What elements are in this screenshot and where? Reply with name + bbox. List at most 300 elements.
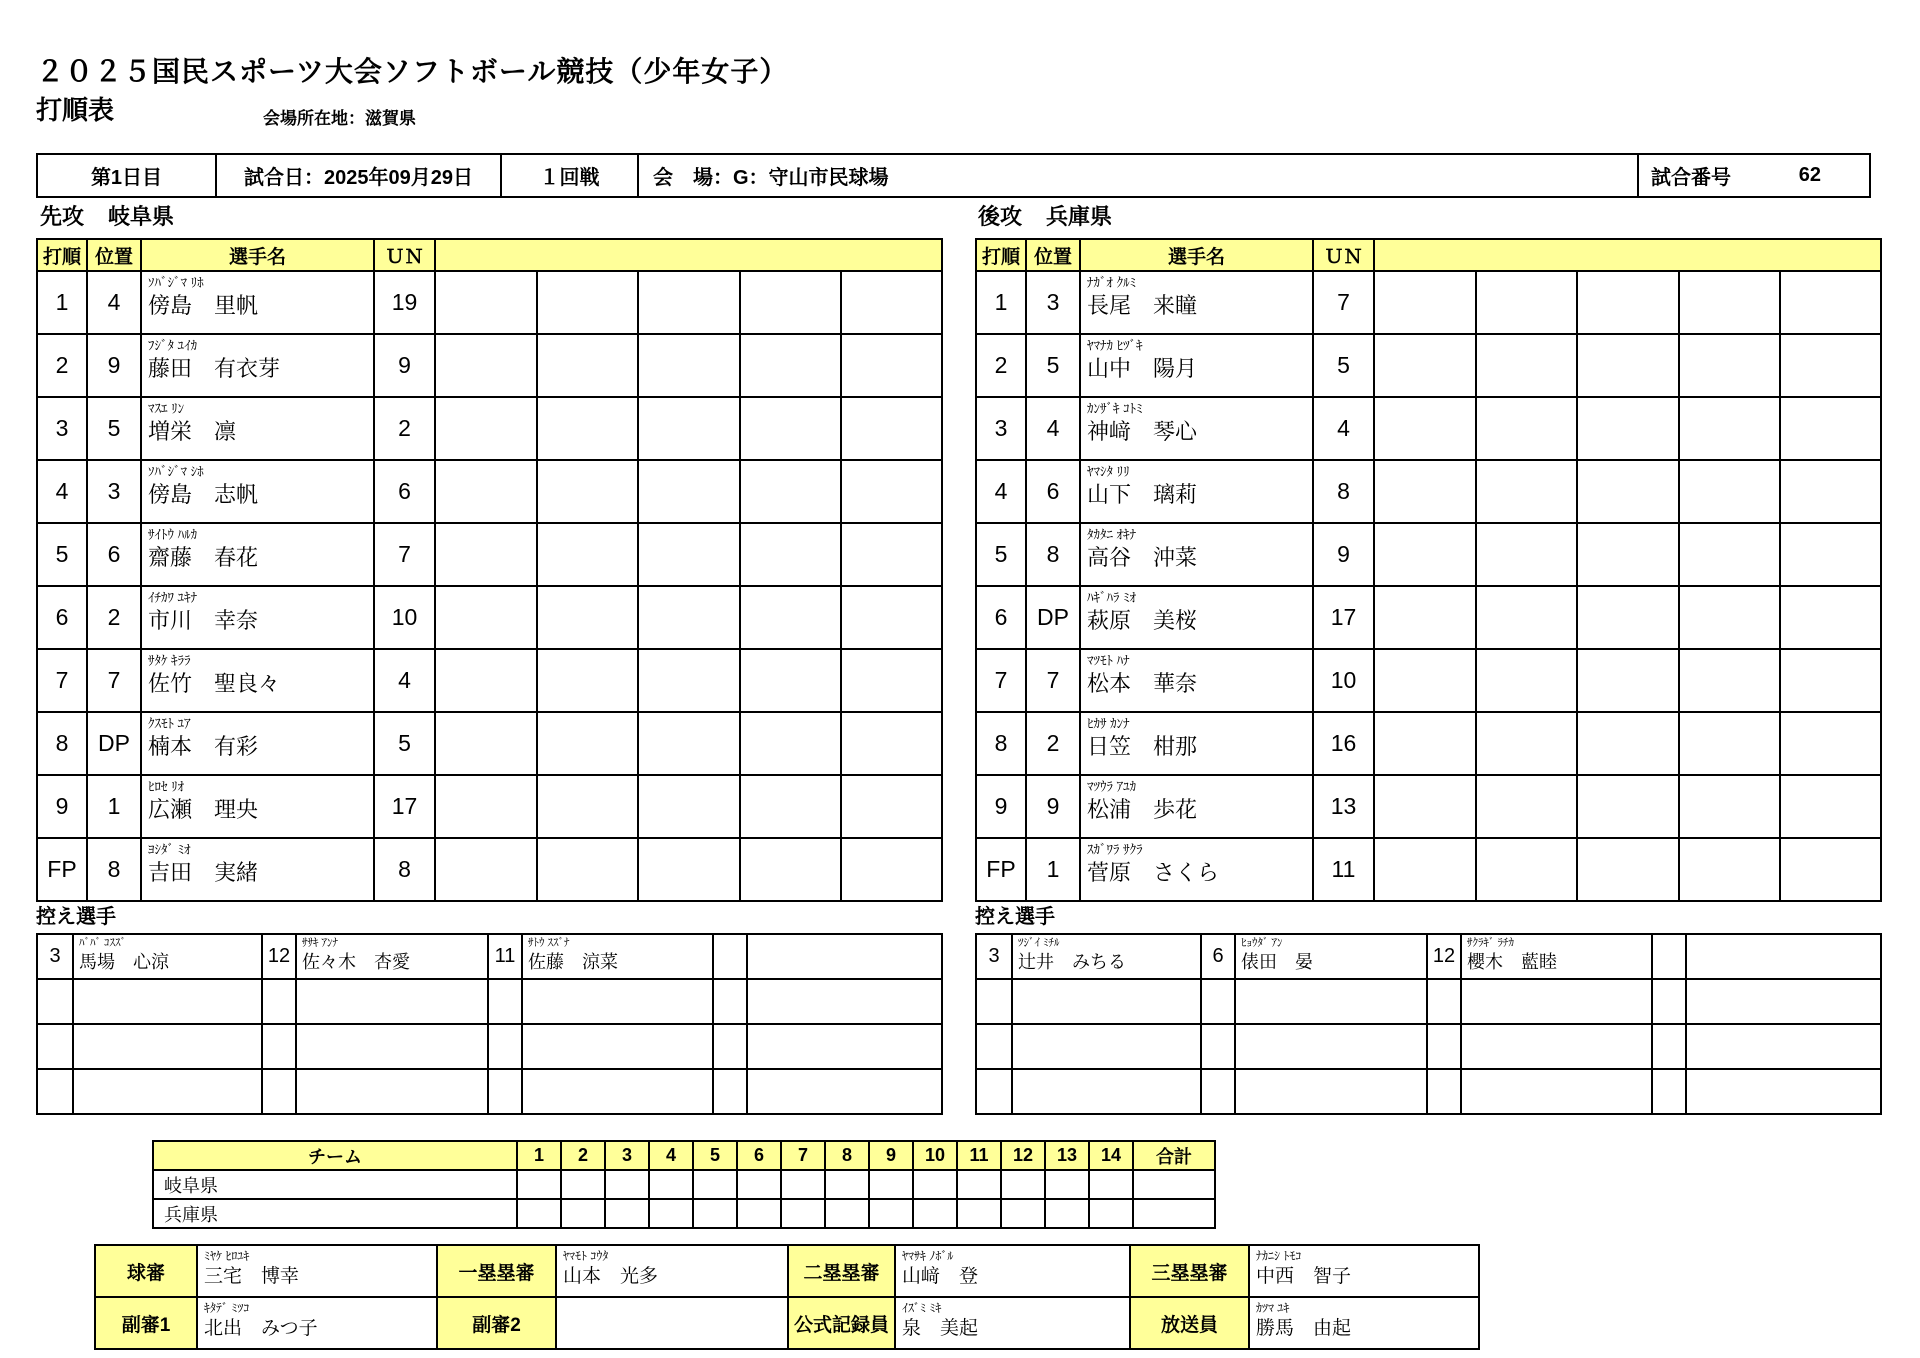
player-name: 神﨑 琴心 [1087, 419, 1198, 444]
position-cell: DP [1026, 586, 1080, 649]
lineup-row [976, 649, 1881, 712]
player-name-cell [1080, 586, 1313, 649]
side-label: 先攻 [40, 204, 85, 229]
position-cell: DP [87, 712, 141, 775]
empty-cell [435, 712, 537, 775]
col-total: 合計 [1133, 1141, 1215, 1170]
empty-cell [537, 334, 638, 397]
player-kana: ﾅｶﾞｵ ｸﾙﾐ [1087, 275, 1137, 290]
empty-cell [638, 397, 740, 460]
empty-cell [1374, 397, 1476, 460]
bench-label-gifu: 控え選手 [36, 906, 116, 928]
empty-cell [1577, 586, 1679, 649]
lineup-row [976, 334, 1881, 397]
player-kana: ﾖｼﾀﾞ ﾐｵ [148, 842, 191, 857]
official-name: 山﨑 登 [902, 1266, 979, 1287]
empty-cell [1374, 712, 1476, 775]
empty-cell [488, 979, 522, 1024]
bench-player-cell [296, 934, 488, 979]
col-inning: 2 [561, 1141, 605, 1170]
position-cell: 8 [1026, 523, 1080, 586]
team-name: 兵庫県 [1046, 204, 1113, 229]
page-title: ２０２５国民スポーツ大会ソフトボール競技（少年女子） [36, 56, 789, 87]
empty-cell [537, 838, 638, 901]
empty-cell [73, 1024, 262, 1069]
header-blank [435, 239, 942, 271]
empty-cell [537, 271, 638, 334]
lineup-row [976, 271, 1881, 334]
col-inning: 1 [517, 1141, 561, 1170]
lineup-table-gifu [36, 238, 943, 902]
player-name-cell [141, 523, 374, 586]
empty-cell [1577, 838, 1679, 901]
lineup-row [37, 334, 942, 397]
player-name-cell [141, 838, 374, 901]
player-kana: ｸｽﾓﾄ ﾕｱ [148, 716, 191, 731]
player-name: 藤田 有衣芽 [148, 356, 281, 381]
score-cell [913, 1170, 957, 1199]
empty-cell [1577, 523, 1679, 586]
score-cell [517, 1170, 561, 1199]
official-role-assistant-umpire-2: 副審2 [437, 1297, 556, 1349]
empty-cell [841, 271, 942, 334]
batting-order-cell: 3 [976, 397, 1026, 460]
empty-cell [1374, 838, 1476, 901]
lineup-row [976, 712, 1881, 775]
player-name: 齋藤 春花 [148, 545, 259, 570]
batting-order-cell: 8 [976, 712, 1026, 775]
empty-cell [747, 1024, 942, 1069]
empty-cell [537, 460, 638, 523]
official-name-cell [895, 1245, 1130, 1297]
official-role-first-base-umpire: 一塁塁審 [437, 1245, 556, 1297]
player-kana: ﾋｮｳﾀﾞ ｱﾝ [1241, 937, 1283, 949]
empty-cell [713, 1024, 747, 1069]
lineup-row [37, 523, 942, 586]
position-cell: 4 [1026, 397, 1080, 460]
empty-cell [537, 649, 638, 712]
empty-cell [1780, 523, 1881, 586]
bench-player-cell [522, 934, 713, 979]
score-team-name: 岐阜県 [153, 1170, 517, 1199]
game-info-bar [36, 153, 1871, 198]
col-player-name: 選手名 [141, 239, 374, 271]
player-kana: ｻﾀｹ ｷﾗﾗ [148, 653, 191, 668]
position-cell: 3 [87, 460, 141, 523]
player-name: 楠本 有彩 [148, 734, 259, 759]
lineup-row [976, 523, 1881, 586]
empty-cell [638, 334, 740, 397]
empty-cell [841, 460, 942, 523]
empty-cell [73, 1069, 262, 1114]
bench-player-cell [1235, 934, 1427, 979]
uniform-number-cell: 6 [374, 460, 435, 523]
empty-cell [841, 712, 942, 775]
empty-cell [841, 838, 942, 901]
official-role-assistant-umpire-1: 副審1 [95, 1297, 197, 1349]
player-name-cell [141, 775, 374, 838]
official-name: 北出 みつ子 [204, 1318, 318, 1339]
uniform-number-cell: 10 [374, 586, 435, 649]
score-cell [561, 1199, 605, 1228]
empty-cell [740, 586, 841, 649]
score-cell [517, 1199, 561, 1228]
uniform-number-cell: 4 [374, 649, 435, 712]
empty-cell [1780, 271, 1881, 334]
score-cell [737, 1199, 781, 1228]
empty-cell [1374, 775, 1476, 838]
official-role-official-scorer: 公式記録員 [788, 1297, 895, 1349]
bench-table-hyogo [975, 933, 1882, 1115]
empty-cell [1476, 271, 1577, 334]
empty-cell [262, 1024, 296, 1069]
batting-order-cell: 4 [37, 460, 87, 523]
position-cell: 2 [1026, 712, 1080, 775]
empty-cell [435, 271, 537, 334]
batting-order-cell: 1 [37, 271, 87, 334]
score-cell [605, 1199, 649, 1228]
player-name: 佐藤 涼菜 [528, 952, 618, 972]
player-name-cell [1080, 838, 1313, 901]
empty-cell [1476, 649, 1577, 712]
player-kana: ﾋｶｻ ｶﾝﾅ [1087, 716, 1130, 731]
official-role-second-base-umpire: 二塁塁審 [788, 1245, 895, 1297]
empty-cell [740, 460, 841, 523]
empty-cell [841, 775, 942, 838]
lineup-table-hyogo [975, 238, 1882, 902]
bench-player-cell [73, 934, 262, 979]
official-name-cell [1249, 1297, 1479, 1349]
player-kana: ｻﾄｳ ｽｽﾞﾅ [528, 937, 570, 949]
player-kana: ﾋﾛｾ ﾘｵ [148, 779, 185, 794]
player-name: 高谷 沖菜 [1087, 545, 1198, 570]
empty-cell [747, 1069, 942, 1114]
game-number-cell [1638, 154, 1870, 197]
game-round: １回戦 [501, 154, 638, 197]
bench-table-gifu [36, 933, 943, 1115]
col-team: チーム [153, 1141, 517, 1170]
bench-uniform-number: 3 [37, 934, 73, 979]
lineup-row [976, 586, 1881, 649]
empty-cell [1577, 271, 1679, 334]
header-blank [1374, 239, 1881, 271]
official-name-cell [895, 1297, 1130, 1349]
lineup-header-row [976, 239, 1881, 271]
batting-order-cell: 2 [37, 334, 87, 397]
bench-row [976, 1024, 1881, 1069]
player-kana: ﾊﾞﾊﾞ ｺｽｽﾞ [79, 937, 127, 949]
score-cell [1045, 1170, 1089, 1199]
empty-cell [1679, 271, 1780, 334]
col-inning: 8 [825, 1141, 869, 1170]
score-cell [737, 1170, 781, 1199]
empty-cell [435, 838, 537, 901]
empty-cell [1652, 934, 1686, 979]
lineup-row [976, 460, 1881, 523]
empty-cell [1201, 1069, 1235, 1114]
empty-cell [1374, 460, 1476, 523]
empty-cell [1679, 775, 1780, 838]
empty-cell [1652, 1069, 1686, 1114]
empty-cell [638, 838, 740, 901]
empty-cell [740, 397, 841, 460]
uniform-number-cell: 16 [1313, 712, 1374, 775]
score-cell [825, 1170, 869, 1199]
empty-cell [740, 649, 841, 712]
team-name: 岐阜県 [108, 204, 175, 229]
venue-location: 会場所在地：滋賀県 [263, 109, 416, 128]
empty-cell [747, 934, 942, 979]
lineup-row [37, 586, 942, 649]
lineup-row [37, 838, 942, 901]
bench-uniform-number: 3 [976, 934, 1012, 979]
uniform-number-cell: 10 [1313, 649, 1374, 712]
player-name-cell [1080, 523, 1313, 586]
player-kana: ﾀｶﾀﾆ ｵｷﾅ [1087, 527, 1137, 542]
team-title-first-attack [40, 200, 174, 231]
empty-cell [296, 979, 488, 1024]
empty-cell [841, 334, 942, 397]
bench-label-hyogo: 控え選手 [975, 906, 1055, 928]
official-kana: ｶﾂﾏ ﾕｷ [1256, 1301, 1290, 1315]
official-kana: ﾐﾔｹ ﾋﾛﾕｷ [204, 1249, 250, 1263]
player-kana: ｿﾊﾞｼﾞﾏ ﾘﾎ [148, 275, 204, 290]
empty-cell [740, 775, 841, 838]
empty-cell [1476, 460, 1577, 523]
bench-uniform-number: 6 [1201, 934, 1235, 979]
side-label: 後攻 [978, 204, 1023, 229]
official-name-cell [556, 1245, 788, 1297]
col-player-name: 選手名 [1080, 239, 1313, 271]
empty-cell [1374, 334, 1476, 397]
empty-cell [522, 1024, 713, 1069]
position-cell: 9 [87, 334, 141, 397]
col-uniform-number: ＵＮ [374, 239, 435, 271]
uniform-number-cell: 11 [1313, 838, 1374, 901]
empty-cell [713, 1069, 747, 1114]
empty-cell [1012, 1069, 1201, 1114]
score-cell [1089, 1199, 1133, 1228]
batting-order-cell: FP [976, 838, 1026, 901]
empty-cell [1780, 649, 1881, 712]
official-kana: ﾔﾏｻｷ ﾉﾎﾞﾙ [902, 1249, 954, 1263]
empty-cell [435, 649, 537, 712]
bench-row [37, 934, 942, 979]
empty-cell [638, 586, 740, 649]
empty-cell [1476, 397, 1577, 460]
uniform-number-cell: 8 [1313, 460, 1374, 523]
col-inning: 11 [957, 1141, 1001, 1170]
empty-cell [435, 460, 537, 523]
player-kana: ﾏﾂﾓﾄ ﾊﾅ [1087, 653, 1130, 668]
uniform-number-cell: 17 [1313, 586, 1374, 649]
empty-cell [262, 979, 296, 1024]
empty-cell [262, 1069, 296, 1114]
empty-cell [1201, 979, 1235, 1024]
uniform-number-cell: 8 [374, 838, 435, 901]
official-role-plate-umpire: 球審 [95, 1245, 197, 1297]
bench-row [37, 1024, 942, 1069]
empty-cell [1461, 979, 1652, 1024]
position-cell: 6 [87, 523, 141, 586]
empty-cell [537, 775, 638, 838]
empty-cell [1476, 775, 1577, 838]
official-name: 中西 智子 [1256, 1266, 1352, 1287]
empty-cell [740, 523, 841, 586]
uniform-number-cell: 5 [374, 712, 435, 775]
game-day: 第1日目 [37, 154, 216, 197]
empty-cell [638, 460, 740, 523]
empty-cell [1476, 523, 1577, 586]
player-kana: ﾔﾏﾅｶ ﾋﾂﾞｷ [1087, 338, 1143, 353]
lineup-header-row [37, 239, 942, 271]
empty-cell [1679, 712, 1780, 775]
official-name: 勝馬 由起 [1256, 1318, 1352, 1339]
empty-cell [1780, 838, 1881, 901]
empty-cell [537, 523, 638, 586]
empty-cell [1577, 649, 1679, 712]
empty-cell [1652, 979, 1686, 1024]
uniform-number-cell: 19 [374, 271, 435, 334]
officials-row [95, 1297, 1479, 1349]
batting-order-cell: 9 [976, 775, 1026, 838]
position-cell: 5 [87, 397, 141, 460]
empty-cell [1235, 1024, 1427, 1069]
uniform-number-cell: 5 [1313, 334, 1374, 397]
empty-cell [537, 397, 638, 460]
empty-cell [1577, 460, 1679, 523]
player-kana: ｻｸﾗｷﾞ ﾗﾁｶ [1467, 937, 1515, 949]
official-name: 泉 美起 [902, 1318, 979, 1339]
col-uniform-number: ＵＮ [1313, 239, 1374, 271]
empty-cell [73, 979, 262, 1024]
player-name-cell [141, 712, 374, 775]
uniform-number-cell: 7 [374, 523, 435, 586]
score-cell [561, 1170, 605, 1199]
empty-cell [1374, 649, 1476, 712]
empty-cell [1427, 1024, 1461, 1069]
game-number-label: 試合番号 [1651, 167, 1731, 189]
official-name: 三宅 博幸 [204, 1266, 300, 1287]
player-name: 松本 華奈 [1087, 671, 1198, 696]
position-cell: 8 [87, 838, 141, 901]
col-batting-order: 打順 [976, 239, 1026, 271]
empty-cell [1780, 460, 1881, 523]
score-table [152, 1140, 1216, 1229]
position-cell: 7 [1026, 649, 1080, 712]
col-inning: 10 [913, 1141, 957, 1170]
empty-cell [1679, 334, 1780, 397]
score-cell [1001, 1199, 1045, 1228]
player-name: 吉田 実緒 [148, 860, 259, 885]
player-name-cell [1080, 712, 1313, 775]
player-name: 松浦 歩花 [1087, 797, 1198, 822]
player-name: 馬場 心涼 [79, 952, 169, 972]
player-name-cell [141, 649, 374, 712]
empty-cell [841, 523, 942, 586]
player-kana: ﾊｷﾞﾊﾗ ﾐｵ [1087, 590, 1137, 605]
player-name-cell [141, 397, 374, 460]
empty-cell [522, 979, 713, 1024]
batting-order-cell: FP [37, 838, 87, 901]
empty-cell [435, 775, 537, 838]
score-cell [1045, 1199, 1089, 1228]
score-total-cell [1133, 1170, 1215, 1199]
player-name: 櫻木 藍睦 [1467, 952, 1557, 972]
empty-cell [1476, 586, 1577, 649]
position-cell: 3 [1026, 271, 1080, 334]
score-cell [869, 1199, 913, 1228]
bench-player-cell [1012, 934, 1201, 979]
player-kana: ｶﾝｻﾞｷ ｺﾄﾐ [1087, 401, 1143, 416]
empty-cell [1374, 271, 1476, 334]
lineup-row [37, 460, 942, 523]
player-kana: ﾏﾂｳﾗ ｱﾕｶ [1087, 779, 1137, 794]
score-cell [693, 1170, 737, 1199]
batting-order-cell: 7 [976, 649, 1026, 712]
bench-row [976, 1069, 1881, 1114]
lineup-row [976, 775, 1881, 838]
empty-cell [638, 775, 740, 838]
player-kana: ﾂｼﾞｲ ﾐﾁﾙ [1018, 937, 1060, 949]
empty-cell [435, 397, 537, 460]
player-name: 広瀬 理央 [148, 797, 259, 822]
player-name: 萩原 美桜 [1087, 608, 1198, 633]
empty-cell [1476, 838, 1577, 901]
score-cell [913, 1199, 957, 1228]
empty-cell [713, 979, 747, 1024]
batting-order-cell: 1 [976, 271, 1026, 334]
batting-order-cell: 7 [37, 649, 87, 712]
batting-order-cell: 9 [37, 775, 87, 838]
score-cell [1089, 1170, 1133, 1199]
empty-cell [296, 1069, 488, 1114]
player-name: 佐々木 杏愛 [302, 952, 410, 972]
player-name-cell [1080, 775, 1313, 838]
empty-cell [435, 586, 537, 649]
batting-order-cell: 8 [37, 712, 87, 775]
empty-cell [1374, 586, 1476, 649]
game-venue: 会 場：G：守山市民球場 [638, 154, 1638, 197]
player-name-cell [1080, 397, 1313, 460]
score-row-gifu [153, 1170, 1215, 1199]
empty-cell [37, 1069, 73, 1114]
official-name-cell [197, 1245, 437, 1297]
official-kana: ﾅｶﾆｼ ﾄﾓｺ [1256, 1249, 1302, 1263]
score-row-hyogo [153, 1199, 1215, 1228]
player-name: 俵田 晏 [1241, 952, 1313, 972]
empty-cell [37, 979, 73, 1024]
score-cell [957, 1199, 1001, 1228]
bench-uniform-number: 12 [1427, 934, 1461, 979]
empty-cell [740, 712, 841, 775]
empty-cell [488, 1069, 522, 1114]
empty-cell [1577, 397, 1679, 460]
empty-cell [841, 586, 942, 649]
position-cell: 6 [1026, 460, 1080, 523]
player-kana: ｻｻｷ ｱﾝﾅ [302, 937, 339, 949]
empty-cell [638, 523, 740, 586]
score-cell [649, 1199, 693, 1228]
game-number-value: 62 [1798, 164, 1821, 186]
col-inning: 13 [1045, 1141, 1089, 1170]
col-inning: 7 [781, 1141, 825, 1170]
empty-cell [1374, 523, 1476, 586]
batting-order-cell: 6 [976, 586, 1026, 649]
player-name: 山中 陽月 [1087, 356, 1198, 381]
empty-cell [638, 649, 740, 712]
lineup-row [976, 397, 1881, 460]
